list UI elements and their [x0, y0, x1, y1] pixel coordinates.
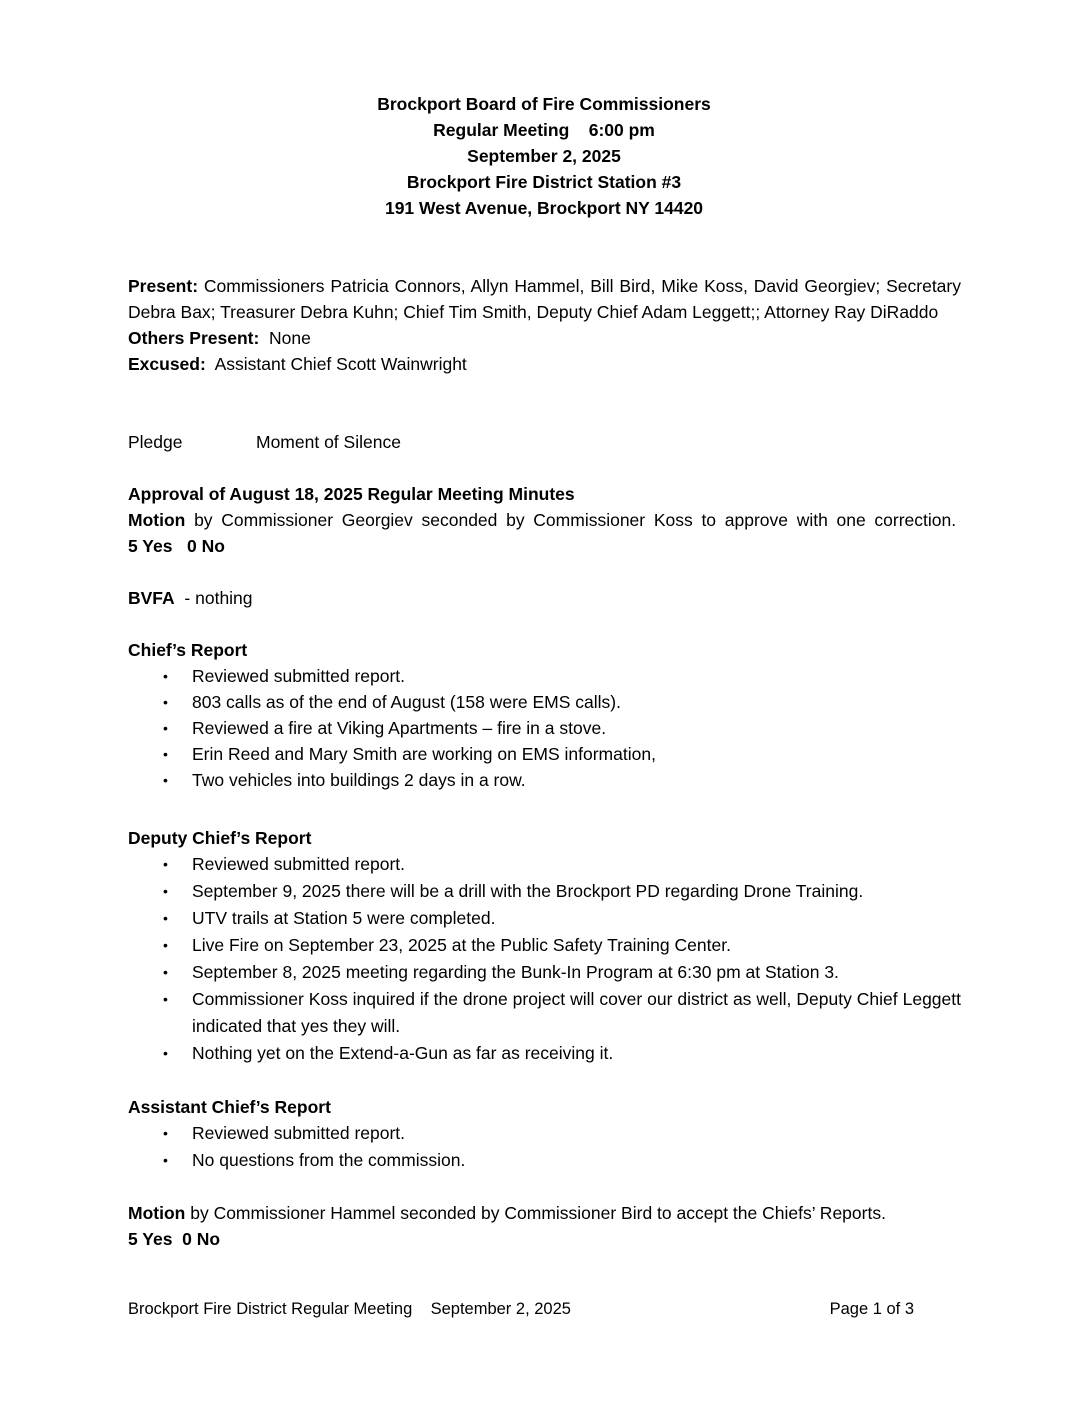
- attendance-section: [128, 273, 961, 377]
- list-item: [128, 986, 961, 1040]
- bvfa-section: [128, 585, 961, 611]
- approval-motion: [128, 507, 961, 559]
- motion-text: by Commissioner Hammel seconded by Commissioner Bird to accept the Chiefs’ Reports.: [190, 1203, 886, 1223]
- others-present-line: [128, 325, 961, 351]
- list-item: [128, 932, 961, 959]
- deputy-chiefs-report-list: [128, 851, 961, 1067]
- bullet-icon: •: [163, 910, 168, 926]
- bullet-icon: •: [163, 1152, 168, 1168]
- motion-label: Motion: [128, 1203, 186, 1223]
- list-item: [128, 1147, 961, 1174]
- header-org-title: Brockport Board of Fire Commissioners: [377, 94, 711, 114]
- list-item-text: Erin Reed and Mary Smith are working on EMS information,: [192, 744, 656, 764]
- bullet-icon: •: [163, 1045, 168, 1061]
- list-item: [128, 1040, 961, 1067]
- list-item-text: No questions from the commission.: [192, 1150, 466, 1170]
- list-item: [128, 689, 961, 715]
- bvfa-label: BVFA: [128, 588, 175, 608]
- list-item-text: UTV trails at Station 5 were completed.: [192, 908, 496, 928]
- approval-heading: Approval of August 18, 2025 Regular Meeting Minutes: [128, 484, 575, 504]
- motion-text: by Commissioner Georgiev seconded by Commissioner Koss to approve with one correction.: [194, 510, 957, 530]
- list-item: [128, 959, 961, 986]
- list-item-text: Reviewed submitted report.: [192, 666, 406, 686]
- assistant-chiefs-report-section: [128, 1094, 961, 1174]
- list-item-text: Two vehicles into buildings 2 days in a row.: [192, 770, 526, 790]
- deputy-chiefs-report-section: [128, 825, 961, 1067]
- bullet-icon: •: [163, 720, 168, 736]
- footer-page-number: Page 1 of 3: [829, 1300, 914, 1318]
- chiefs-report-section: [128, 637, 961, 793]
- moment-of-silence-label: Moment of Silence: [256, 432, 401, 452]
- excused-line: [128, 351, 961, 377]
- bullet-icon: •: [163, 856, 168, 872]
- deputy-chiefs-report-heading: Deputy Chief’s Report: [128, 828, 312, 848]
- excused-text: Assistant Chief Scott Wainwright: [214, 354, 467, 374]
- motion-label: Motion: [128, 510, 186, 530]
- header-location: Brockport Fire District Station #3: [406, 172, 682, 192]
- list-item: [128, 767, 961, 793]
- footer-meeting-info: Brockport Fire District Regular Meeting September 2, 2025: [128, 1300, 571, 1318]
- list-item-text: 803 calls as of the end of August (158 were EMS calls).: [192, 692, 621, 712]
- chiefs-motion-section: [128, 1200, 961, 1252]
- bvfa-text: - nothing: [184, 588, 253, 608]
- header-meeting-type: Regular Meeting 6:00 pm: [433, 120, 655, 140]
- present-paragraph: [128, 273, 961, 325]
- vote-result: 5 Yes 0 No: [128, 536, 225, 556]
- bullet-icon: •: [163, 772, 168, 788]
- others-present-text: None: [269, 328, 311, 348]
- list-item: [128, 741, 961, 767]
- opening-section: [128, 429, 961, 455]
- header-address: 191 West Avenue, Brockport NY 14420: [384, 198, 704, 218]
- header-date: September 2, 2025: [467, 146, 621, 166]
- bullet-icon: •: [163, 694, 168, 710]
- list-item-text: Commissioner Koss inquired if the drone project will cover our district as well, Deputy Chief Leggett indicated that yes they will.: [192, 989, 961, 1036]
- list-item-text: Reviewed submitted report.: [192, 1123, 406, 1143]
- assistant-chiefs-report-heading: Assistant Chief’s Report: [128, 1097, 331, 1117]
- bullet-icon: •: [163, 746, 168, 762]
- list-item-text: September 8, 2025 meeting regarding the Bunk-In Program at 6:30 pm at Station 3.: [192, 962, 839, 982]
- list-item: [128, 663, 961, 689]
- meeting-header: [0, 91, 1088, 221]
- bullet-icon: •: [163, 937, 168, 953]
- bullet-icon: •: [163, 1125, 168, 1141]
- excused-label: Excused:: [128, 354, 206, 374]
- chiefs-report-heading: Chief’s Report: [128, 640, 248, 660]
- list-item-text: September 9, 2025 there will be a drill with the Brockport PD regarding Drone Training.: [192, 881, 864, 901]
- bullet-icon: •: [163, 991, 168, 1007]
- list-item: [128, 905, 961, 932]
- pledge-label: Pledge: [128, 432, 183, 452]
- list-item-text: Reviewed submitted report.: [192, 854, 406, 874]
- list-item-text: Live Fire on September 23, 2025 at the Public Safety Training Center.: [192, 935, 731, 955]
- approval-section: [128, 481, 961, 559]
- list-item: [128, 878, 961, 905]
- others-present-label: Others Present:: [128, 328, 260, 348]
- chiefs-report-list: [128, 663, 961, 793]
- chiefs-motion-line: [128, 1200, 961, 1226]
- present-text: Commissioners Patricia Connors, Allyn Hammel, Bill Bird, Mike Koss, David Georgiev; Secretary Debra Bax; Treasurer Debra Kuhn; Chief Tim Smith, Deputy Chief Adam Leggett;; Attorney Ray DiRaddo: [128, 276, 961, 322]
- bullet-icon: •: [163, 964, 168, 980]
- list-item: [128, 851, 961, 878]
- list-item-text: Nothing yet on the Extend-a-Gun as far as receiving it.: [192, 1043, 614, 1063]
- vote-result: 5 Yes 0 No: [128, 1229, 221, 1249]
- list-item-text: Reviewed a fire at Viking Apartments – fire in a stove.: [192, 718, 607, 738]
- bullet-icon: •: [163, 883, 168, 899]
- present-label: Present:: [128, 276, 199, 296]
- assistant-chiefs-report-list: [128, 1120, 961, 1174]
- list-item: [128, 715, 961, 741]
- bullet-icon: •: [163, 668, 168, 684]
- list-item: [128, 1120, 961, 1147]
